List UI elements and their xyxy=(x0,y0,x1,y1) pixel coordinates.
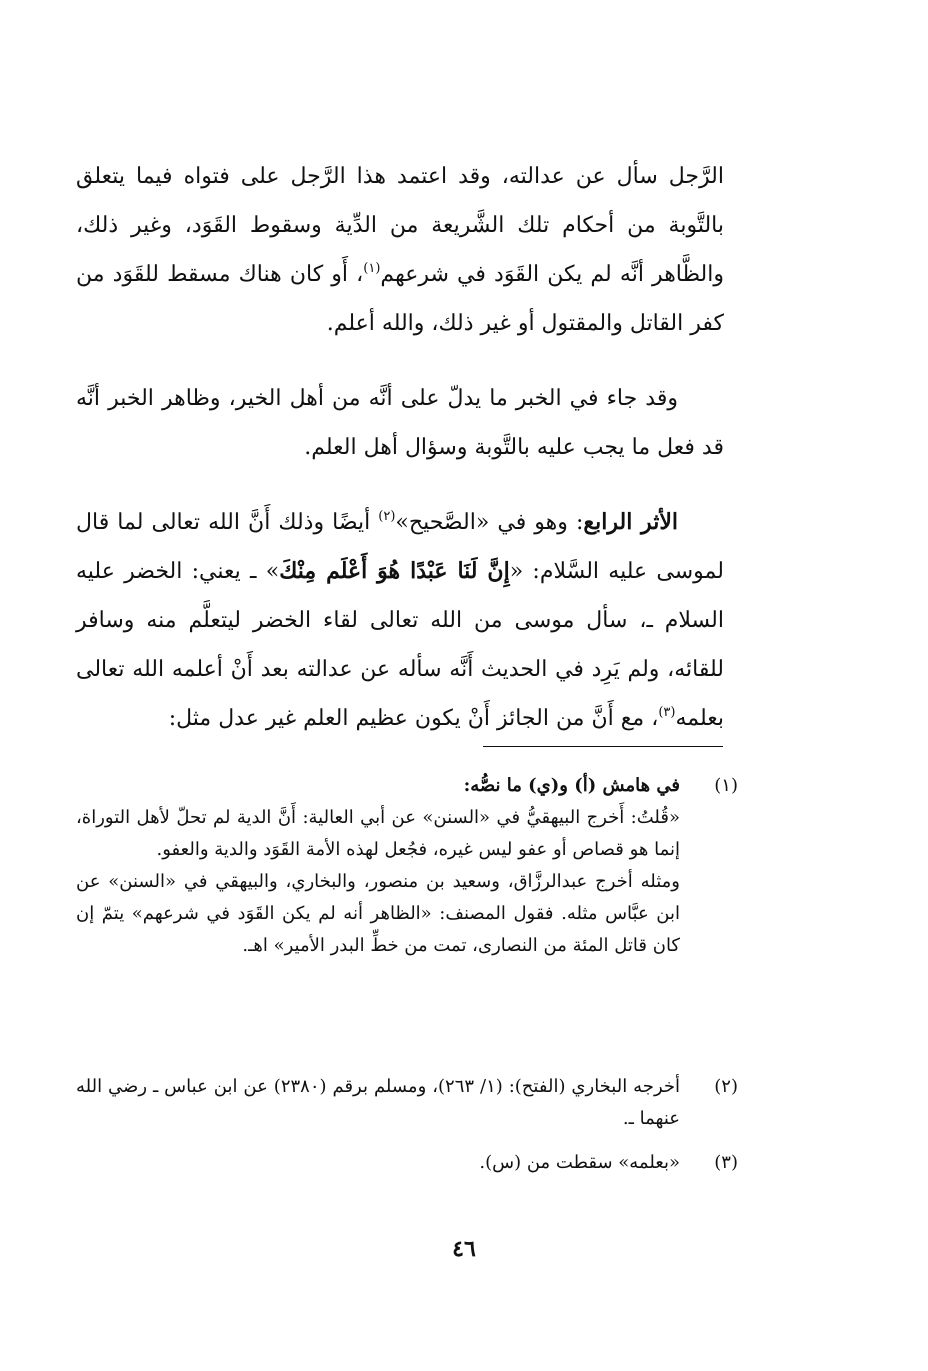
paragraph-1-text-b: ، أَو كان هناك مسقط للقَوَد من كفر القاتل والمقتول أو غير ذلك، والله أعلم. xyxy=(76,262,724,336)
footnote-line: «قُلتُ: أَخرج البيهقيُّ في «السنن» عن أبي العالية: أَنَّ الدية لم تحلّ لأهل التوراة، إنما هو قصاص أو عفو ليس غيره، فجُعل لهذه الأمة القَوَد والدية والعفو. xyxy=(76,807,680,860)
paragraph-3-text-d: ، مع أَنَّ من الجائز أَنْ يكون عظيم العلم غير عدل مثل: xyxy=(168,706,659,731)
paragraph-3-text-c: » ـ يعني: الخضر عليه السلام ـ، سأل موسى من الله تعالى لقاء الخضر ليتعلَّم منه وسافر للقائه، ولم يَرِد في الحديث أَنَّه سأله عن عدالته بعد أَنْ أعلمه الله تعالى بعلمه xyxy=(76,559,725,731)
footnote-1 xyxy=(76,770,738,962)
footnote-line: ومثله أخرج عبدالرزَّاق، وسعيد بن منصور، والبخاري، والبيهقي في «السنن» عن ابن عبَّاس مثله. فقول المصنف: «الظاهر أنه لم يكن القَوَد في شرعهم» يتمّ إن كان قاتل المئة من النصارى، تمت من خطِّ البدر الأمير» اهـ. xyxy=(76,871,680,956)
section-lead: الأثر الرابع xyxy=(583,509,678,535)
footnote-2 xyxy=(76,1071,738,1135)
footnote-text: «بعلمه» سقطت من (س). xyxy=(479,1152,680,1173)
footnote-ref-1: (١) xyxy=(363,261,381,276)
paragraph-2-text: وقد جاء في الخبر ما يدلّ على أنَّه من أهل الخير، وظاهر الخبر أنَّه قد فعل ما يجب عليه بالتَّوبة وسؤال أهل العلم. xyxy=(76,386,724,460)
footnote-ref-3: (٣) xyxy=(658,705,676,720)
footnote-text: أخرجه البخاري (الفتح): (١/ ٢٦٣)، ومسلم برقم (٢٣٨٠) عن ابن عباس ـ رضي الله عنهما ـ. xyxy=(76,1076,680,1129)
footnote-ref-2: (٢) xyxy=(378,509,396,524)
paragraph-3-text-b: أيضًا وذلك أَنَّ الله تعالى لما قال لموسى عليه السَّلام: « xyxy=(76,510,724,584)
footnote-separator xyxy=(483,746,723,747)
footnote-number: (٢) xyxy=(714,1076,738,1097)
quoted-verse: إِنَّ لَنَا عَبْدًا هُوَ أَعْلَم مِنْكَ xyxy=(279,558,510,584)
page-number: ٤٦ xyxy=(452,1236,476,1262)
paragraph-1-text-a: الرَّجل سأل عن عدالته، وقد اعتمد هذا الرَّجل على فتواه فيما يتعلق بالتَّوبة من أحكام تلك الشَّريعة من الدِّية وسقوط القَوَد، وغير ذلك، والظَّاهر أنَّه لم يكن القَوَد في شرعهم xyxy=(76,164,724,287)
paragraph-1 xyxy=(76,152,724,348)
paragraph-3-text-a: : وهو في «الصَّحيح» xyxy=(395,510,584,535)
footnote-body xyxy=(76,770,680,962)
footnote-number: (٣) xyxy=(714,1152,738,1173)
paragraph-3 xyxy=(76,498,724,743)
footnote-number: (١) xyxy=(714,775,738,796)
footnote-heading: في هامش (أ) و(ي) ما نصُّه: xyxy=(463,775,680,796)
footnote-3 xyxy=(76,1147,738,1179)
paragraph-2 xyxy=(76,374,724,472)
